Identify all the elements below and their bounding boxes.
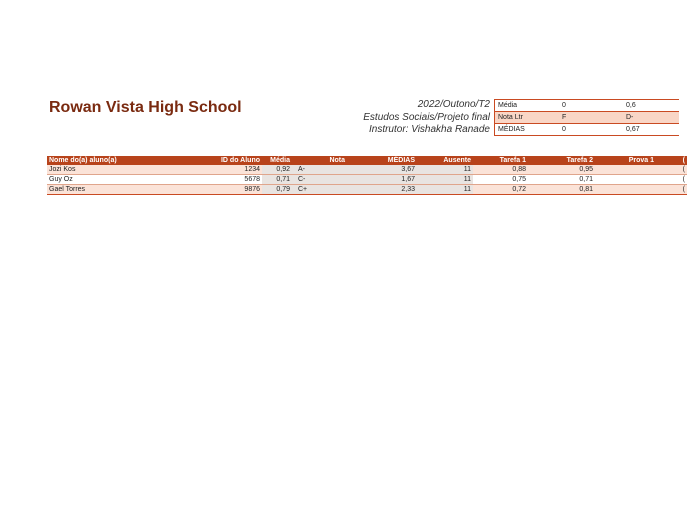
summary-row xyxy=(495,124,680,136)
column-header-extra[interactable]: ( xyxy=(656,156,687,165)
cell-prova-1[interactable] xyxy=(595,165,656,175)
grades-header-row xyxy=(47,156,687,165)
cell-medias[interactable]: 1,67 xyxy=(347,175,417,185)
cell-tarefa-2[interactable]: 0,95 xyxy=(528,165,595,175)
course-meta xyxy=(363,99,490,137)
term-label: 2022/Outono/T2 xyxy=(417,99,490,110)
instructor-label: Instrutor: Vishakha Ranade xyxy=(368,124,490,135)
column-header-tarefa-2[interactable]: Tarefa 2 xyxy=(528,156,595,165)
cell-tarefa-1[interactable]: 0,72 xyxy=(473,185,528,195)
cell-student-id[interactable]: 1234 xyxy=(167,165,262,175)
cell-ausente[interactable]: 11 xyxy=(417,185,473,195)
cell-student-id[interactable]: 5678 xyxy=(167,175,262,185)
cell-extra[interactable]: ( xyxy=(656,185,687,195)
cell-medias[interactable]: 3,67 xyxy=(347,165,417,175)
cell-media[interactable]: 0,79 xyxy=(262,185,292,195)
school-title: Rowan Vista High School xyxy=(49,99,242,116)
cell-extra[interactable]: ( xyxy=(656,175,687,185)
summary-label[interactable]: Nota Ltr xyxy=(495,112,560,124)
cell-student-name[interactable]: Gael Torres xyxy=(47,185,167,195)
cell-student-name[interactable]: Guy Oz xyxy=(47,175,167,185)
summary-value[interactable]: F xyxy=(559,112,623,124)
cell-nota[interactable]: A- xyxy=(292,165,347,175)
column-header-student-id[interactable]: ID do Aluno xyxy=(167,156,262,165)
column-header-tarefa-1[interactable]: Tarefa 1 xyxy=(473,156,528,165)
summary-value[interactable]: 0,67 xyxy=(623,124,679,136)
cell-prova-1[interactable] xyxy=(595,185,656,195)
summary-row xyxy=(495,112,680,124)
cell-ausente[interactable]: 11 xyxy=(417,165,473,175)
cell-nota[interactable]: C- xyxy=(292,175,347,185)
summary-value[interactable]: 0 xyxy=(559,100,623,112)
cell-prova-1[interactable] xyxy=(595,175,656,185)
column-header-ausente[interactable]: Ausente xyxy=(417,156,473,165)
cell-nota[interactable]: C+ xyxy=(292,185,347,195)
summary-value[interactable]: D- xyxy=(623,112,679,124)
summary-label[interactable]: MÉDIAS xyxy=(495,124,560,136)
cell-tarefa-1[interactable]: 0,88 xyxy=(473,165,528,175)
table-row xyxy=(47,175,687,185)
cell-medias[interactable]: 2,33 xyxy=(347,185,417,195)
column-header-prova-1[interactable]: Prova 1 xyxy=(595,156,656,165)
summary-table xyxy=(494,99,679,136)
cell-student-name[interactable]: Jozi Kos xyxy=(47,165,167,175)
summary-label[interactable]: Média xyxy=(495,100,560,112)
column-header-medias[interactable]: MÉDIAS xyxy=(347,156,417,165)
cell-ausente[interactable]: 11 xyxy=(417,175,473,185)
summary-row xyxy=(495,100,680,112)
table-row xyxy=(47,165,687,175)
summary-value[interactable]: 0 xyxy=(559,124,623,136)
table-row xyxy=(47,185,687,195)
cell-tarefa-1[interactable]: 0,75 xyxy=(473,175,528,185)
cell-student-id[interactable]: 9876 xyxy=(167,185,262,195)
column-header-media[interactable]: Média xyxy=(262,156,292,165)
summary-value[interactable]: 0,6 xyxy=(623,100,679,112)
column-header-nota[interactable]: Nota xyxy=(292,156,347,165)
column-header-student-name[interactable]: Nome do(a) aluno(a) xyxy=(47,156,167,165)
cell-media[interactable]: 0,71 xyxy=(262,175,292,185)
cell-extra[interactable]: ( xyxy=(656,165,687,175)
cell-tarefa-2[interactable]: 0,71 xyxy=(528,175,595,185)
cell-media[interactable]: 0,92 xyxy=(262,165,292,175)
course-label: Estudos Sociais/Projeto final xyxy=(363,111,490,123)
grades-table xyxy=(47,156,687,195)
cell-tarefa-2[interactable]: 0,81 xyxy=(528,185,595,195)
